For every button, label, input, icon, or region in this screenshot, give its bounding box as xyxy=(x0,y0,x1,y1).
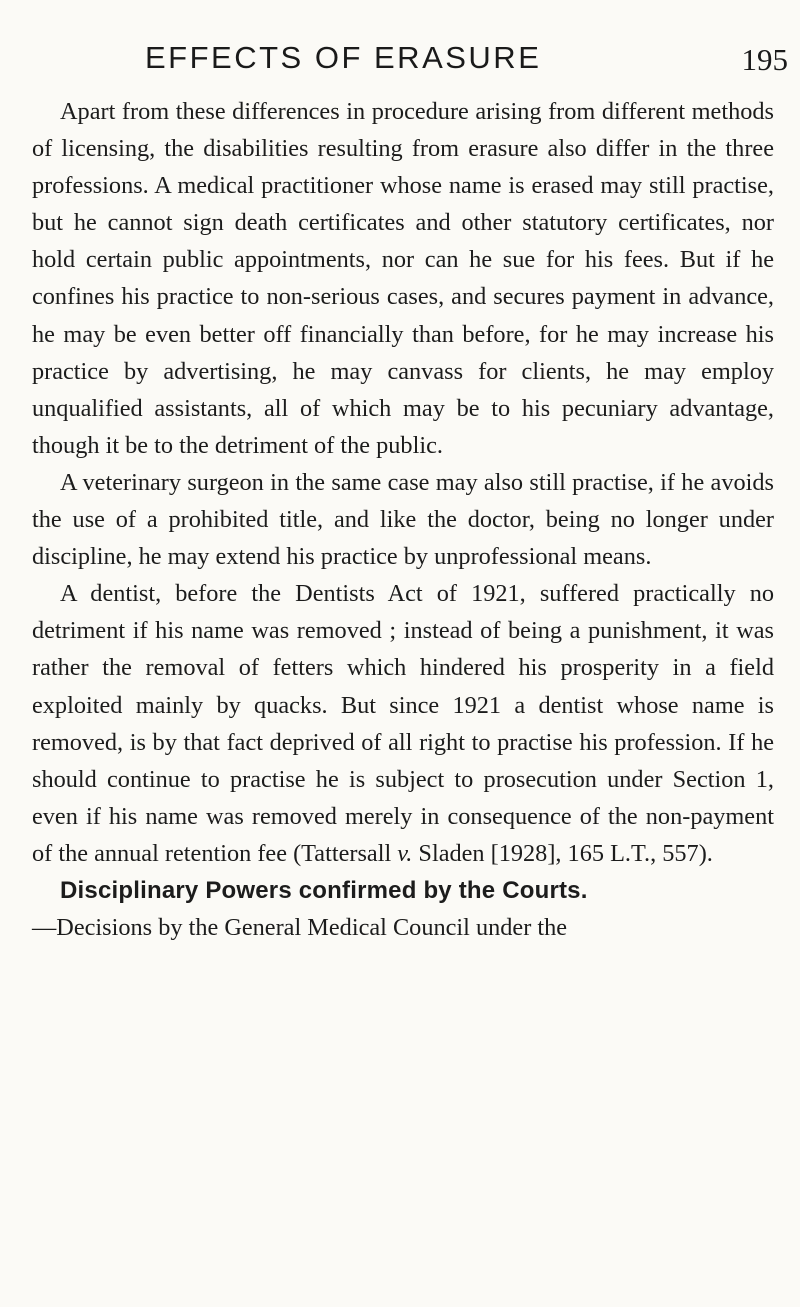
section-text: —Decisions by the General Medical Council under the xyxy=(32,914,568,942)
paragraph-dentist-text: A dentist, before the Dentists Act of 1921, suffered practically no detriment if his name was removed ; instead of being a punishment, it was rather the removal of fetters which hindered his prosperity in a field exploited mainly by quacks. But since 1921 a dentist whose name is removed, is by that fact deprived of all right to practise his profession. If he should continue to practise he is subject to prosecution under Section 1, even if his name was removed merely in consequence of the non-payment of the annual retention fee (Tattersall xyxy=(32,580,774,867)
case-citation: Sladen [1928], 165 L.T., 557). xyxy=(412,839,713,867)
case-versus: v. xyxy=(397,839,413,867)
running-head: EFFECTS OF ERASURE xyxy=(145,40,542,75)
paragraph-veterinary-surgeon: A veterinary surgeon in the same case may also still practise, if he avoids the use of a prohibited title, and like the doctor, being no longer under discipline, he may extend his practice by unprofessional means. xyxy=(32,468,774,571)
paragraph-erasure-disabilities: Apart from these differences in procedure arising from different methods of licensing, the disabilities resulting from erasure also differ in the three professions. A medical practitioner whose name is erased may still practise, but he cannot sign death certificates and other statutory certificates, nor hold certain public appointments, nor can he sue for his fees. But if he confines his practice to non-serious cases, and secures payment in advance, he may be even better off financially than before, for he may increase his practice by advertising, he may canvass for clients, he may employ unqualified assistants, all of which may be to his pecuniary advantage, though it be to the detriment of the public. xyxy=(32,98,774,459)
body-text xyxy=(32,93,774,946)
page-number: 195 xyxy=(741,42,788,77)
paragraph-disciplinary-powers xyxy=(32,872,774,946)
page-header xyxy=(33,40,788,84)
section-heading: Disciplinary Powers confirmed by the Courts. xyxy=(60,876,588,904)
paragraph-dentist xyxy=(32,575,774,872)
